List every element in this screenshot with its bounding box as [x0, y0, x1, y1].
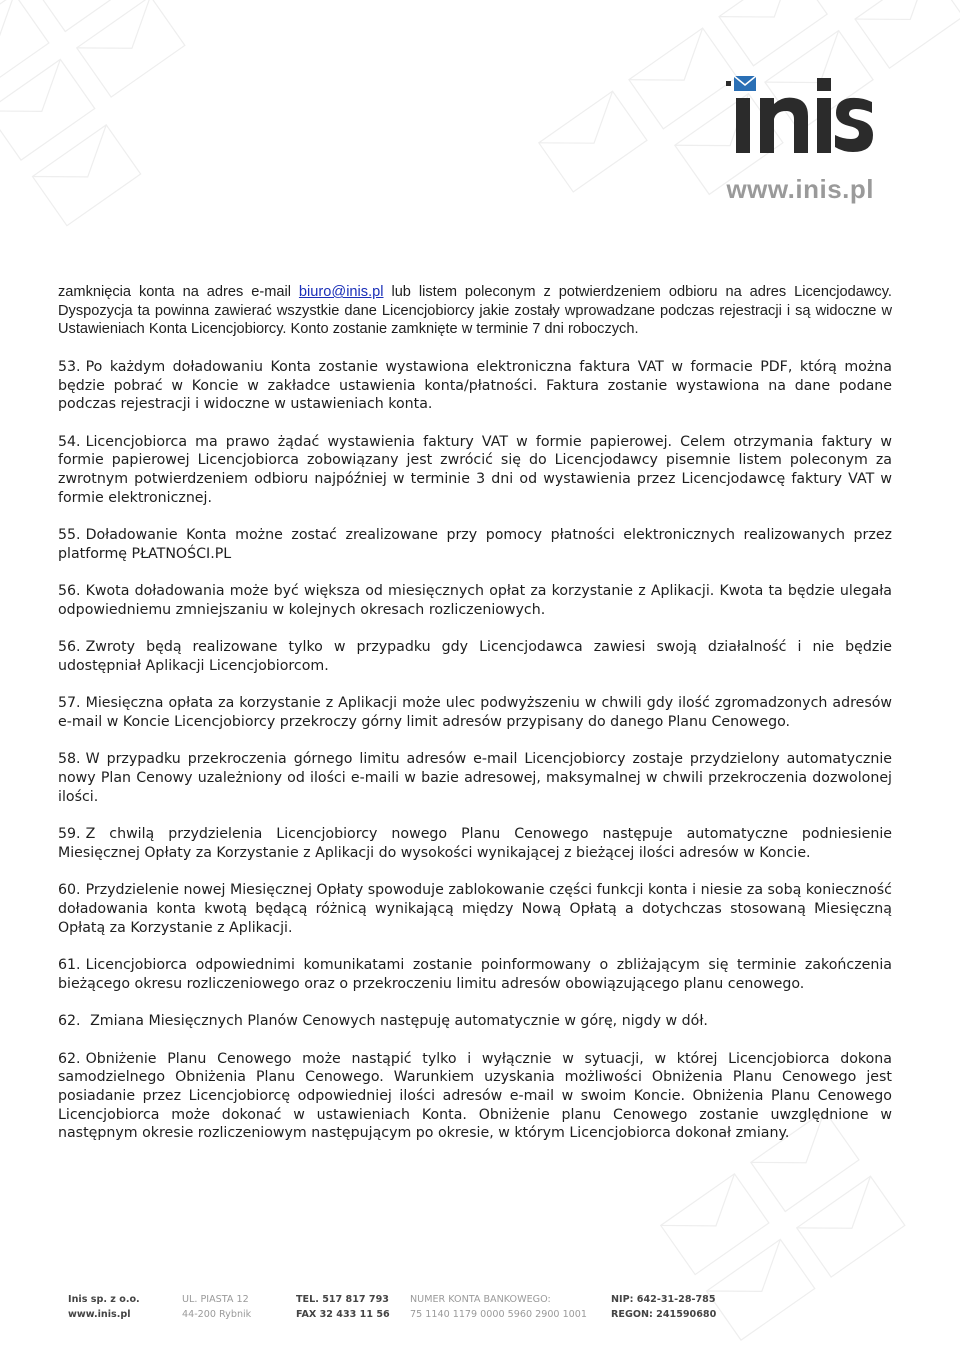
- paragraph-text: Przydzielenie nowej Miesięcznej Opłaty spowoduje zablokowanie części funkcji konta i niesie za sobą konieczność doładowania konta kwotą będącą różnicą wynikającą między Nową Opłatą a dotychczas stosowaną Miesięczną Opłatą za Korzystanie z Aplikacji.: [58, 882, 892, 936]
- paragraph-text: Z chwilą przydzielenia Licencjobiorcy nowego Planu Cenowego następuje automatyczne podniesienie Miesięcznej Opłaty za Korzystanie z Aplikacji do wysokości wynikającej z bieżącej ilości adresów w Koncie.: [58, 826, 892, 861]
- intro-paragraph: [58, 283, 892, 339]
- paragraph-text: Kwota doładowania może być większa od miesięcznych opłat za korzystanie z Aplikacji. Kwota ta będzie ulegała odpowiedniemu zmniejszaniu w kolejnych okresach rozliczeniowych.: [58, 583, 892, 618]
- footer-contact: [296, 1292, 390, 1322]
- paragraph-text: Licencjobiorca odpowiednimi komunikatami zostanie poinformowany o zbliżającym się terminie zakończenia bieżącego okresu rozliczeniowego oraz o przekroczeniu limitu adresów obowiązującego planu cenowego.: [58, 957, 892, 992]
- paragraph-number: 59.: [58, 826, 81, 843]
- site-url-text: www.inis.pl: [726, 174, 874, 204]
- bank-account-label: NUMER KONTA BANKOWEGO:: [410, 1294, 551, 1305]
- regon-number: REGON: 241590680: [611, 1309, 717, 1320]
- paragraph-number: 58.: [58, 751, 81, 768]
- company-website[interactable]: www.inis.pl: [68, 1309, 131, 1320]
- paragraph-58: [58, 750, 892, 806]
- paragraph-text: W przypadku przekroczenia górnego limitu adresów e-mail Licencjobiorcy zostaje przydzielony automatycznie nowy Plan Cenowy uzależniony od ilości e-maili w bazie adresowej, maksymalnej w chwili przekroczenia dozwolonej ilości.: [58, 751, 892, 805]
- paragraph-text: Doładowanie Konta możne zostać zrealizowane przy pomocy płatności elektronicznych realizowanych przez platformę PŁATNOŚCI.PL: [58, 527, 892, 562]
- page-footer: [68, 1292, 888, 1322]
- paragraph-62b: [58, 1050, 892, 1144]
- paragraph-number: 57.: [58, 695, 81, 712]
- paragraph-text: Miesięczna opłata za korzystanie z Aplikacji może ulec podwyższeniu w chwili gdy ilość zgromadzonych adresów e-mail w Koncie Licencjobiorcy przekroczy górny limit adresów przypisany do danego Planu Cenowego.: [58, 695, 892, 731]
- paragraph-number: 53.: [58, 358, 81, 375]
- paragraph-62a: [58, 1012, 892, 1031]
- fax-number: FAX 32 433 11 56: [296, 1309, 390, 1320]
- envelope-icon: [734, 76, 756, 91]
- paragraph-57: [58, 694, 892, 731]
- paragraph-text: Obniżenie Planu Cenowego może nastąpić tylko i wyłącznie w sytuacji, w której Licencjobiorca dokona samodzielnego Obniżenia Planu Cenowego. Warunkiem uzyskania możliwości Obniżenia Planu Cenowego jest posiadanie przez Licencjobiorcę odpowiedniej ilości adresów e-mail w swoim Koncie. Obniżenia Planu Cenowego Licencjobiorca może dokonać w ustawieniach Konta. Obniżenie planu Cenowego zostanie uwzględnione w następnym okresie rozliczeniowym następującym po okresie, w którym Licencjobiorca dokonał zmiany.: [58, 1050, 892, 1142]
- intro-text-end: lub listem poleconym z potwierdzeniem odbioru na adres Licencjodawcy. Dyspozycja ta powinna zawierać wszystkie dane Licencjobiorcy jakie zostały wprowadzane podczas rejestracji i są widoczne w Ustawieniach Konta Licencjobiorcy. Konto zostanie zamknięte w terminie 7 dni roboczych.: [58, 284, 892, 338]
- paragraph-54: [58, 433, 892, 508]
- company-logo: [716, 68, 886, 208]
- document-body: [58, 283, 892, 1162]
- company-name: Inis sp. z o.o.: [68, 1294, 140, 1305]
- address-street: UL. PIASTA 12: [182, 1294, 249, 1305]
- paragraph-text: Zmiana Miesięcznych Planów Cenowych następuję automatycznie w górę, nigdy w dół.: [85, 1013, 708, 1030]
- paragraph-text: Licencjobiorca ma prawo żądać wystawienia faktury VAT w formie papierowej. Celem otrzymania faktury w formie papierowej Licencjobiorca zobowiązany jest zwrócić się do Licencjodawcy pisemnie listem poleconym za zwrotnym potwierdzeniem odbioru najpóźniej w terminie 3 dni od wystawienia przez Licencjodawcę faktury VAT w formie elektronicznej.: [58, 433, 892, 506]
- footer-company: [68, 1292, 140, 1322]
- paragraph-text: Zwroty będą realizowane tylko w przypadku gdy Licencjodawca zawiesi swoją działalność i nie będzie udostępniał Aplikacji Licencjobiorcom.: [58, 639, 892, 674]
- intro-text-start: zamknięcia konta na adres e-mail: [58, 284, 299, 300]
- inis-logo-mark: [724, 68, 874, 163]
- paragraph-text: Po każdym doładowaniu Konta zostanie wystawiona elektroniczna faktura VAT w formacie PDF, którą można będzie pobrać w Koncie w zakładce ustawienia konta/płatności. Faktura zostanie wystawiona na dane podane podczas rejestracji i widoczne w ustawieniach konta.: [58, 358, 892, 413]
- nip-number: NIP: 642-31-28-785: [611, 1294, 716, 1305]
- paragraph-number: 55.: [58, 527, 81, 544]
- bank-account-number: 75 1140 1179 0000 5960 2900 1001: [410, 1309, 587, 1320]
- paragraph-number: 62.: [58, 1050, 81, 1067]
- paragraph-number: 54.: [58, 433, 81, 450]
- paragraph-53: [58, 358, 892, 414]
- email-link[interactable]: biuro@inis.pl: [298, 284, 384, 300]
- paragraph-number: 62.: [58, 1013, 81, 1030]
- paragraph-59: [58, 825, 892, 862]
- paragraph-61: [58, 956, 892, 993]
- paragraph-number: 56.: [58, 639, 81, 656]
- paragraph-number: 61.: [58, 957, 81, 974]
- footer-bank: [410, 1292, 587, 1322]
- footer-ids: [611, 1292, 716, 1322]
- paragraph-number: 60.: [58, 882, 81, 899]
- paragraph-55: [58, 526, 892, 563]
- phone-number: TEL. 517 817 793: [296, 1294, 389, 1305]
- paragraph-60: [58, 881, 892, 937]
- paragraph-number: 56.: [58, 583, 81, 600]
- footer-address: [182, 1292, 251, 1322]
- paragraph-56a: [58, 582, 892, 619]
- paragraph-56b: [58, 638, 892, 675]
- address-city: 44-200 Rybnik: [182, 1309, 252, 1320]
